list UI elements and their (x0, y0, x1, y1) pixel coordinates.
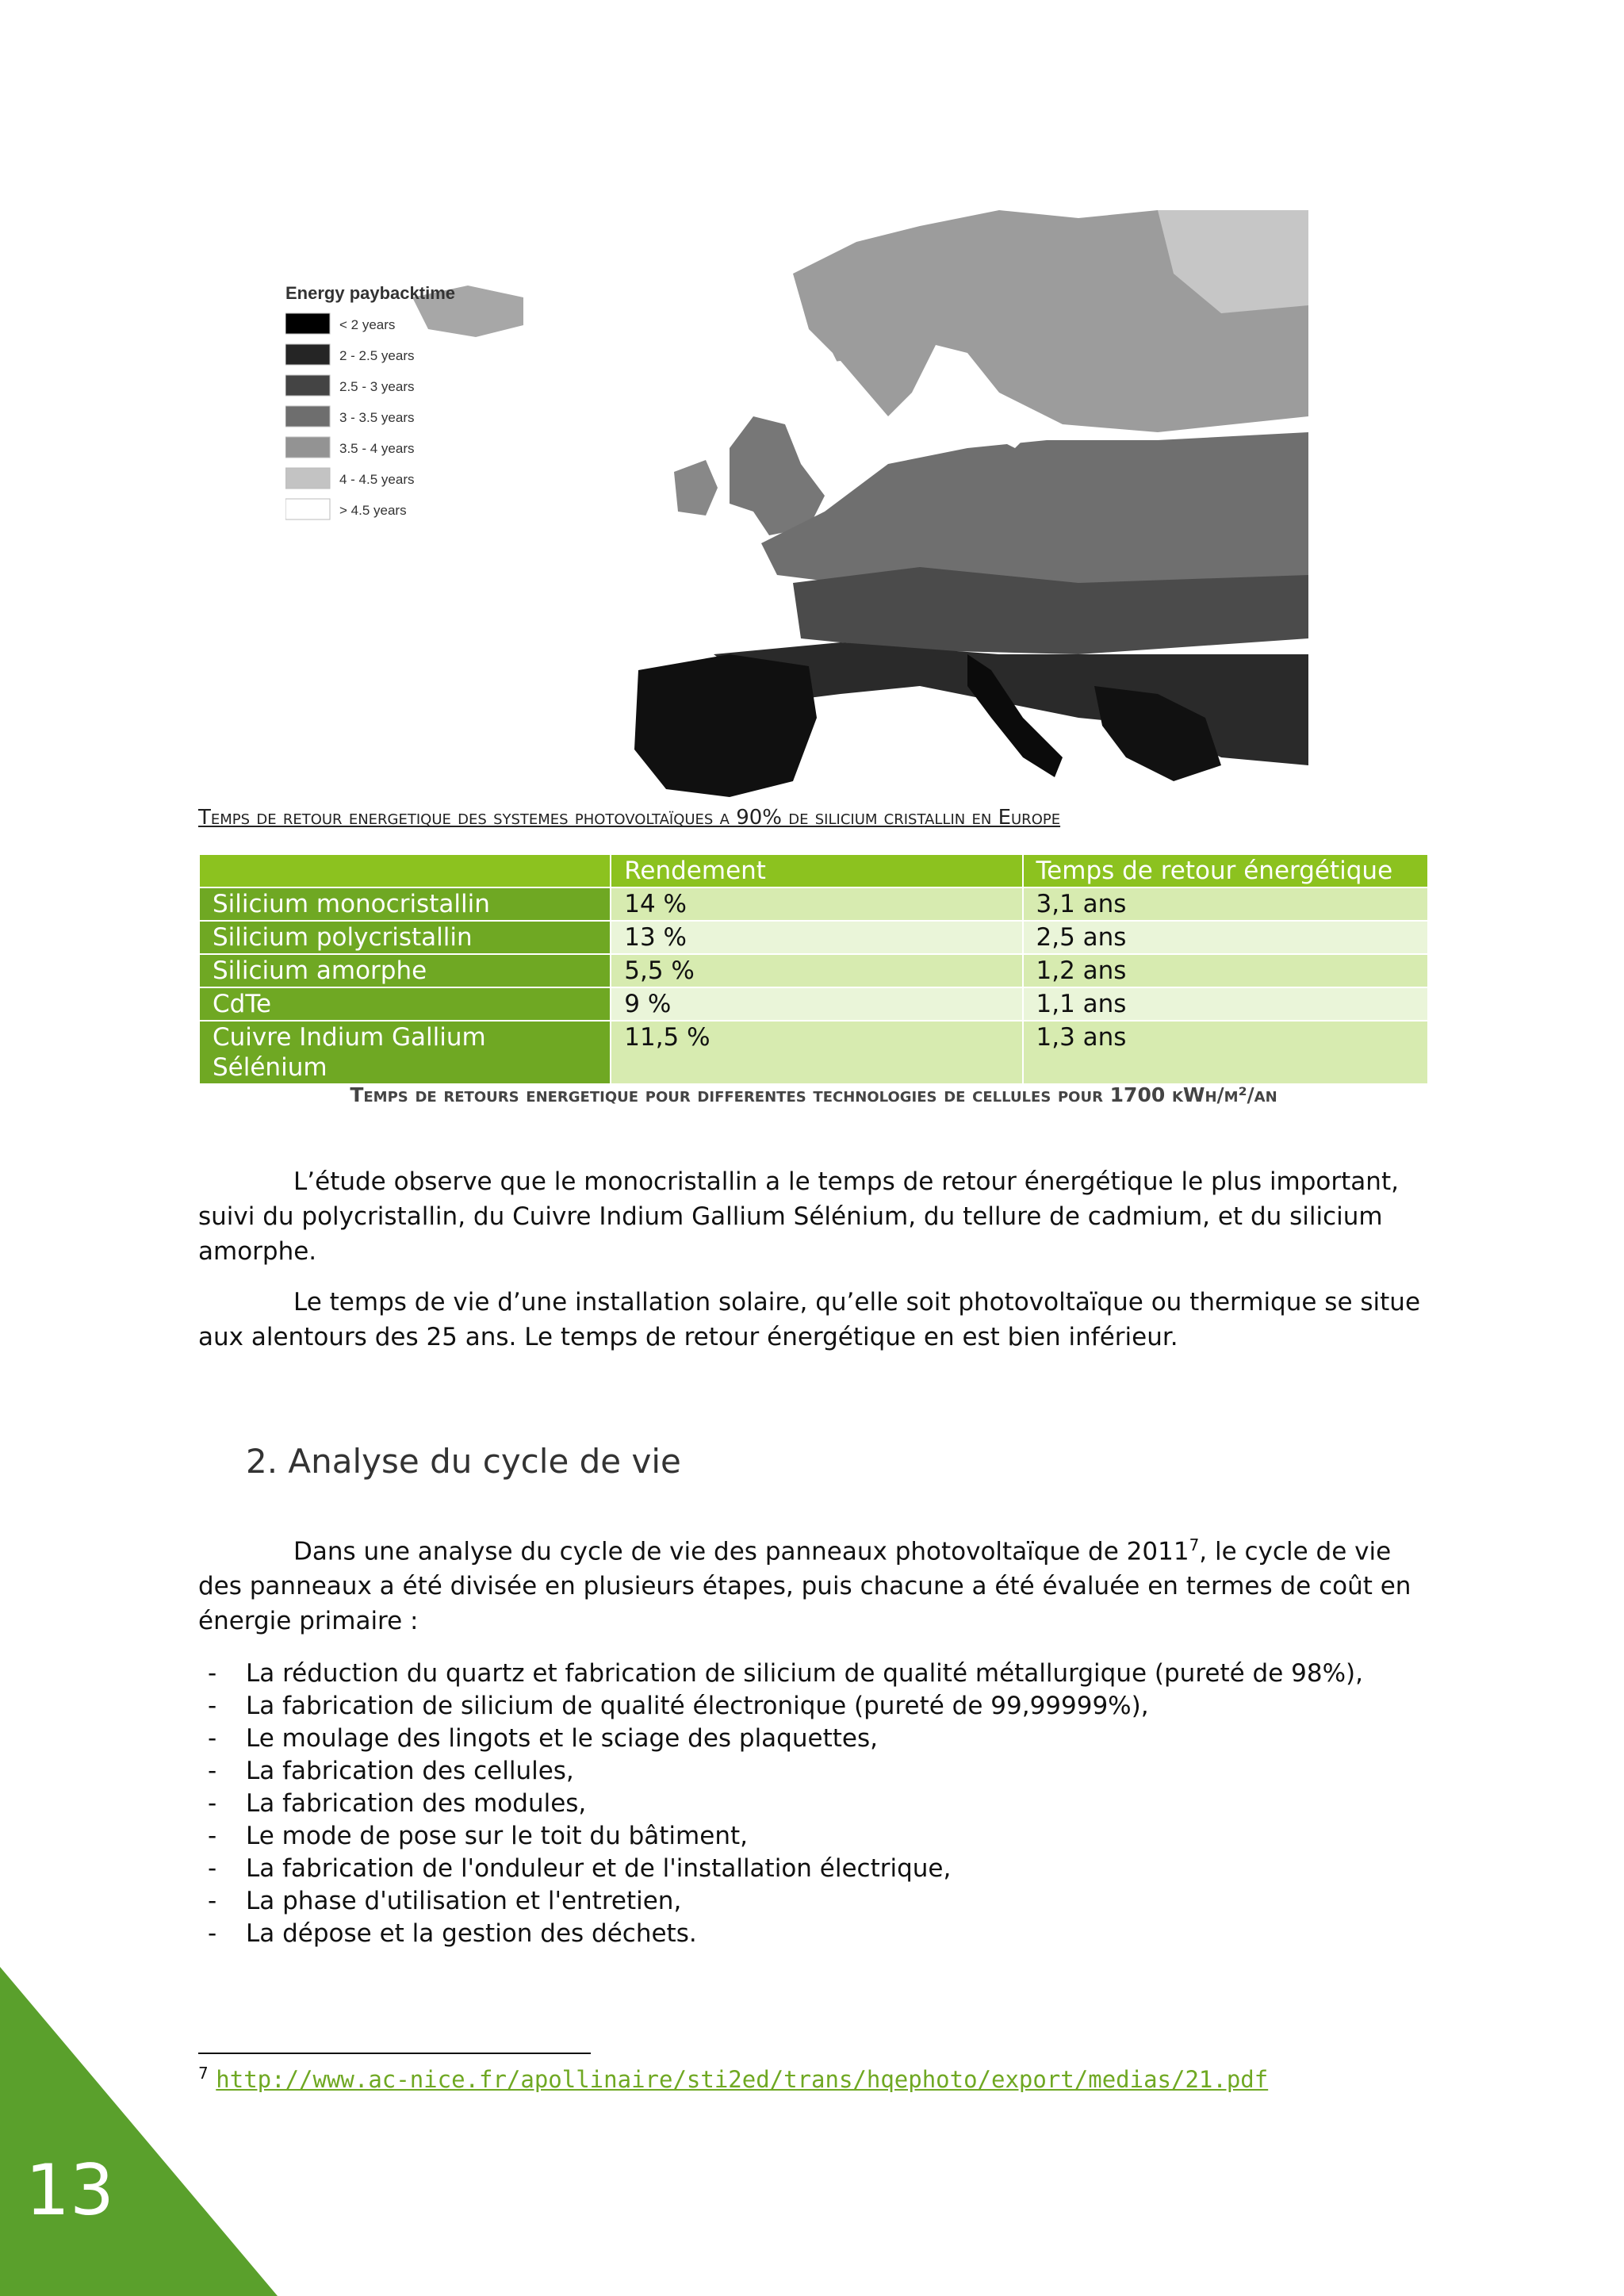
paragraph-lifetime: Le temps de vie d’une installation solaire, qu’elle soit photovoltaïque ou thermique se situe aux alentours des 25 ans. Le temps de retour énergétique en est bien inférieur. (198, 1288, 1421, 1351)
legend-swatch (285, 313, 330, 334)
legend-swatch (285, 499, 330, 519)
footnote-ref[interactable]: 7 (1189, 1535, 1200, 1554)
paragraph-lca-text-a: Dans une analyse du cycle de vie des panneaux photovoltaïque de 2011 (293, 1537, 1189, 1566)
page-corner-triangle (0, 1967, 278, 2296)
table-row (199, 954, 1428, 987)
legend-label: 2 - 2.5 years (339, 348, 415, 363)
footnote (198, 2064, 1268, 2094)
list-item: - Le moulage des lingots et le sciage des plaquettes, (198, 1723, 1429, 1755)
table-caption: Temps de retours energetique pour differentes technologies de cellules pour 1700 kWh/m²/an (350, 1083, 1277, 1106)
table-cell: 11,5 % (611, 1021, 1022, 1084)
central-band-mid (793, 567, 1308, 654)
list-item: - La fabrication des cellules, (198, 1755, 1429, 1788)
footnote-number: 7 (198, 2064, 209, 2083)
map-legend (285, 313, 415, 519)
table-row-label: CdTe (199, 987, 611, 1021)
list-item: - La dépose et la gestion des déchets. (198, 1918, 1429, 1950)
legend-swatch (285, 437, 330, 458)
table-cell: 3,1 ans (1023, 887, 1429, 921)
legend-swatch (285, 375, 330, 396)
section-heading: 2. Analyse du cycle de vie (246, 1442, 681, 1481)
list-item: - La réduction du quartz et fabrication de silicium de qualité métallurgique (pureté de 98%), (198, 1658, 1429, 1690)
lifecycle-steps-list (198, 1658, 1429, 1950)
uk-ireland (730, 416, 825, 535)
table-row-label: Silicium polycristallin (199, 921, 611, 954)
table-row (199, 987, 1428, 1021)
table-row-label: Cuivre Indium Gallium Sélénium (199, 1021, 611, 1084)
iberia (634, 654, 817, 797)
paragraph-lca (198, 1527, 1429, 1639)
table-header-row (199, 854, 1428, 887)
list-item: - Le mode de pose sur le toit du bâtiment, (198, 1820, 1429, 1853)
table-row (199, 921, 1428, 954)
table-cell: 2,5 ans (1023, 921, 1429, 954)
payback-table (198, 853, 1429, 1085)
list-item: - La fabrication de silicium de qualité électronique (pureté de 99,99999%), (198, 1690, 1429, 1723)
energy-payback-map (285, 210, 1308, 801)
figure-caption: Temps de retour energetique des systemes photovoltaïques a 90% de silicium cristallin en Europe (198, 806, 1061, 830)
table-cell: 1,1 ans (1023, 987, 1429, 1021)
table-cell: 9 % (611, 987, 1022, 1021)
table-header-cell: Temps de retour énergétique (1023, 854, 1429, 887)
table-header-cell: Rendement (611, 854, 1022, 887)
table-cell: 13 % (611, 921, 1022, 954)
table-row-label: Silicium amorphe (199, 954, 611, 987)
legend-label: 2.5 - 3 years (339, 379, 415, 394)
legend-swatch (285, 344, 330, 365)
paragraph-study: L’étude observe que le monocristallin a le temps de retour énergétique le plus important, suivi du polycristallin, du Cuivre Indium Gallium Sélénium, du tellure de cadmium, et du silicium amorphe. (198, 1167, 1399, 1266)
legend-label: 3 - 3.5 years (339, 410, 415, 425)
table-cell: 1,2 ans (1023, 954, 1429, 987)
page-number: 13 (25, 2149, 114, 2231)
legend-swatch (285, 406, 330, 427)
table-row (199, 1021, 1428, 1084)
legend-label: 4 - 4.5 years (339, 472, 415, 487)
footnote-link[interactable]: http://www.ac-nice.fr/apollinaire/sti2ed/trans/hqephoto/export/medias/21.pdf (216, 2066, 1269, 2093)
table-row-label: Silicium monocristallin (199, 887, 611, 921)
legend-label: > 4.5 years (339, 503, 407, 518)
table-cell: 1,3 ans (1023, 1021, 1429, 1084)
list-item: - La fabrication des modules, (198, 1788, 1429, 1820)
legend-swatch (285, 468, 330, 489)
table-row (199, 887, 1428, 921)
paragraph-lca-text-b: , le cycle de vie des panneaux a été divisée en plusieurs étapes, puis chacune a été évaluée en termes de coût en énergie primaire : (198, 1537, 1411, 1636)
legend-title: Energy paybacktime (285, 283, 455, 303)
table-cell: 5,5 % (611, 954, 1022, 987)
legend-label: < 2 years (339, 317, 396, 332)
europe-map-image (285, 210, 1308, 801)
legend-label: 3.5 - 4 years (339, 441, 415, 456)
ireland (674, 460, 718, 516)
list-item: - La phase d'utilisation et l'entretien, (198, 1885, 1429, 1918)
list-item: - La fabrication de l'onduleur et de l'installation électrique, (198, 1853, 1429, 1885)
table-header-cell (199, 854, 611, 887)
table-cell: 14 % (611, 887, 1022, 921)
